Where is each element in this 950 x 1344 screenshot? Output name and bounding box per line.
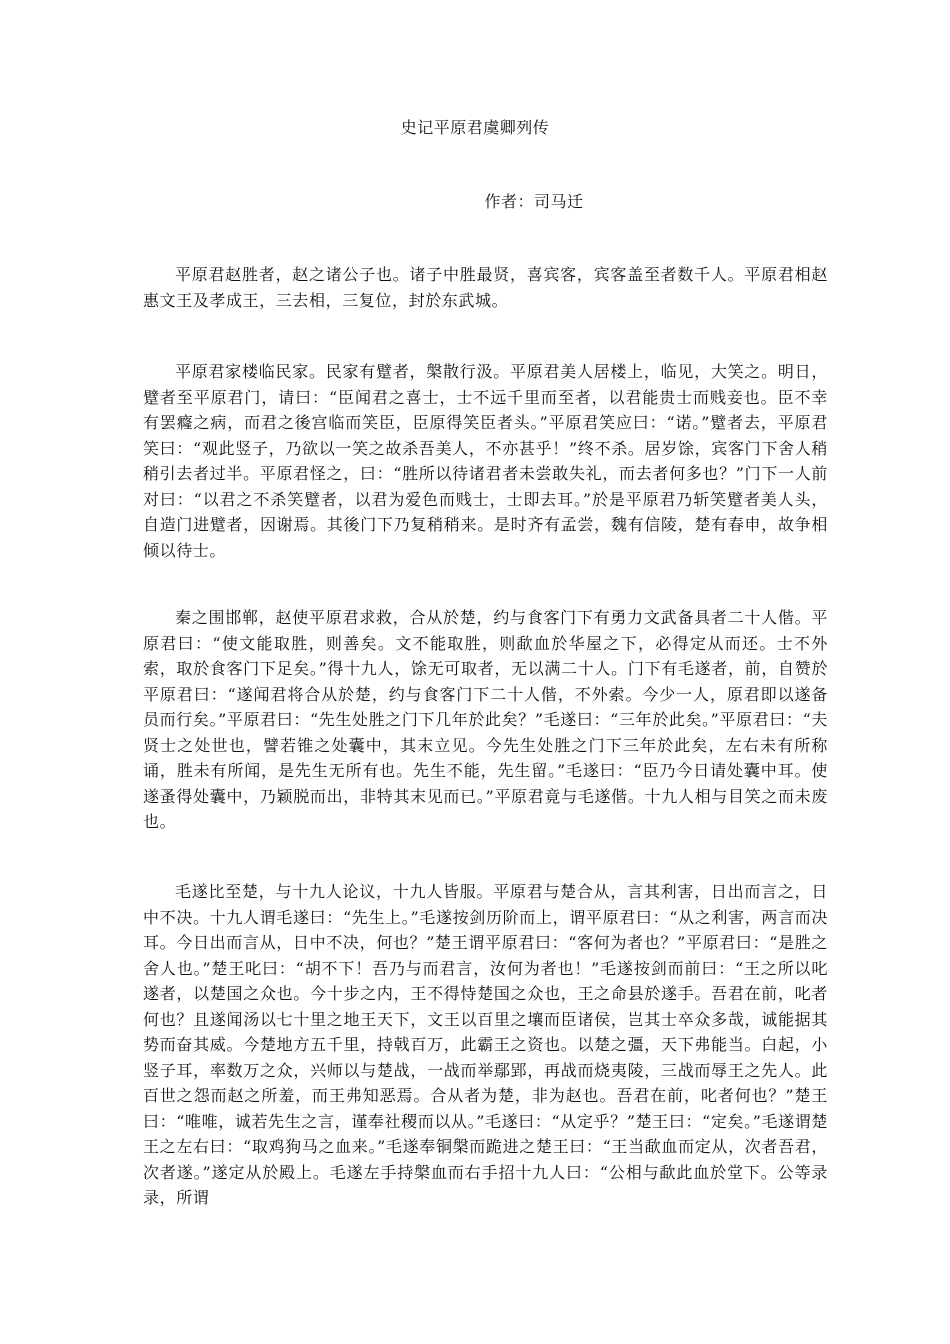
- paragraph-2: 平原君家楼临民家。民家有躄者，槃散行汲。平原君美人居楼上，临见，大笑之。明日，躄者至平原君门，请曰：“臣闻君之喜士，士不远千里而至者，以君能贵士而贱妾也。臣不幸有罢癃之病，而君之後宫临而笑臣，臣原得笑臣者头。”平原君笑应曰：“诺。”躄者去，平原君笑曰：“观此竖子，乃欲以一笑之故杀吾美人，不亦甚乎！”终不杀。居岁馀，宾客门下舍人稍稍引去者过半。平原君怪之，曰：“胜所以待诸君者未尝敢失礼，而去者何多也？”门下一人前对曰：“以君之不杀笑躄者，以君为爱色而贱士，士即去耳。”於是平原君乃斩笑躄者美人头，自造门进躄者，因谢焉。其後门下乃复稍稍来。是时齐有孟尝，魏有信陵，楚有春申，故争相倾以待士。: [143, 362, 828, 560]
- document-title: 史记平原君虞卿列传: [400, 118, 550, 137]
- paragraph-4: 毛遂比至楚，与十九人论议，十九人皆服。平原君与楚合从，言其利害，日出而言之，日中不决。十九人谓毛遂曰：“先生上。”毛遂按剑历阶而上，谓平原君曰：“从之利害，两言而决耳。今日出而言从，日中不决，何也？”楚王谓平原君曰：“客何为者也？”平原君曰：“是胜之舍人也。”楚王叱曰：“胡不下！吾乃与而君言，汝何为者也！”毛遂按剑而前曰：“王之所以叱遂者，以楚国之众也。今十步之内，王不得恃楚国之众也，王之命县於遂手。吾君在前，叱者何也？且遂闻汤以七十里之地王天下，文王以百里之壤而臣诸侯，岂其士卒众多哉，诚能据其势而奋其威。今楚地方五千里，持戟百万，此霸王之资也。以楚之彊，天下弗能当。白起，小竖子耳，率数万之众，兴师以与楚战，一战而举鄢郢，再战而烧夷陵，三战而辱王之先人。此百世之怨而赵之所羞，而王弗知恶焉。合从者为楚，非为赵也。吾君在前，叱者何也？”楚王曰：“唯唯，诚若先生之言，谨奉社稷而以从。”毛遂曰：“从定乎？”楚王曰：“定矣。”毛遂谓楚王之左右曰：“取鸡狗马之血来。”毛遂奉铜槃而跪进之楚王曰：“王当歃血而定从，次者吾君，次者遂。”遂定从於殿上。毛遂左手持槃血而右手招十九人曰：“公相与歃此血於堂下。公等录录，所谓: [143, 882, 828, 1207]
- document-author: 作者：司马迁: [484, 192, 584, 211]
- paragraph-1: 平原君赵胜者，赵之诸公子也。诸子中胜最贤，喜宾客，宾客盖至者数千人。平原君相赵惠文王及孝成王，三去相，三复位，封於东武城。: [143, 265, 828, 310]
- paragraph-3: 秦之围邯郸，赵使平原君求救，合从於楚，约与食客门下有勇力文武备具者二十人偕。平原君曰：“使文能取胜，则善矣。文不能取胜，则歃血於华屋之下，必得定从而还。士不外索，取於食客门下足矣。”得十九人，馀无可取者，无以满二十人。门下有毛遂者，前，自赞於平原君曰：“遂闻君将合从於楚，约与食客门下二十人偕，不外索。今少一人，原君即以遂备员而行矣。”平原君曰：“先生处胜之门下几年於此矣？”毛遂曰：“三年於此矣。”平原君曰：“夫贤士之处世也，譬若锥之处囊中，其末立见。今先生处胜之门下三年於此矣，左右未有所称诵，胜未有所闻，是先生无所有也。先生不能，先生留。”毛遂曰：“臣乃今日请处囊中耳。使遂蚤得处囊中，乃颖脱而出，非特其末见而已。”平原君竟与毛遂偕。十九人相与目笑之而未废也。: [143, 608, 828, 831]
